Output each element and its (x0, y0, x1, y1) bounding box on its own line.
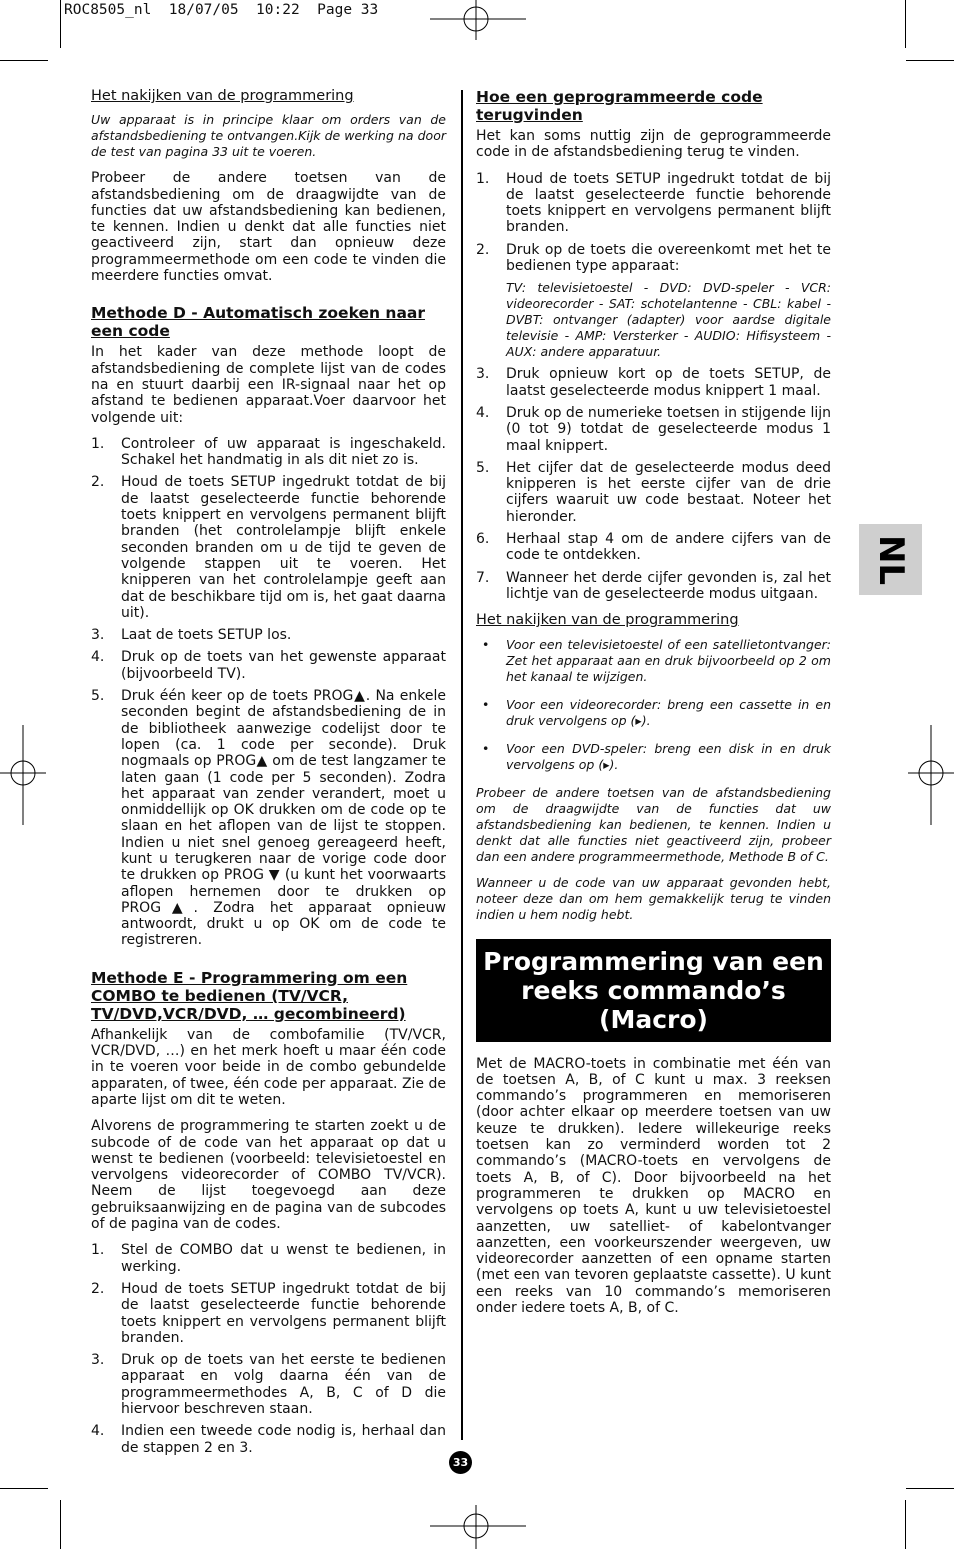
step-number: 2. (91, 1280, 105, 1297)
crop-mark (905, 1500, 906, 1549)
crop-mark (906, 60, 954, 61)
step-text: Laat de toets SETUP los. (121, 627, 292, 644)
list-item (476, 531, 831, 564)
step-number: 3. (91, 1352, 105, 1369)
paragraph: Het kan soms nuttig zijn de geprogrammeerde code in de afstandsbediening terug te vinden. (476, 128, 831, 161)
paragraph: Met de MACRO-toets in combinatie met één van de toetsen A, B, of C kunt u max. 3 reeksen commando’s programmeren en memoriseren (door achter elkaar op meerdere toetsen van uw keuze te drukken). Iedere willekeurige reeks toetsen kan zo verminderd worden tot 2 commando’s (MACRO-toets en vervolgens de toets A, B, of C). Door bijvoorbeeld na het programmeren te drukken op MACRO en vervolgens op toets A, kunt u uw televisietoestel aanzetten, uw satelliet- of kabelontvanger aanzetten, een voorkeurszender weergeven, uw videorecorder aanzetten of een opname starten (met een van tevoren geplaatste cassette). U kunt een reeks van 10 commando’s memoriseren onder iedere toets A, B, of C. (476, 1055, 831, 1316)
column-divider (461, 90, 463, 1440)
step-text: Druk één keer op de toets PROG▲. Na enkele seconden begint de afstandsbediening de in de bibliotheek aanwezige codelijst door te lopen (ca. 1 code per seconde). Druk nogmaals op PROG▲ om de test langzamer te laten gaan (1 code per 5 seconden). Zodra het apparaat van zender verandert, moet u onmiddellijk op OK drukken om de code op te slaan en het aflopen van de lijst te stoppen. Indien u niet snel genoeg gereageerd heeft, kunt u terugkeren naar de vorige code door te drukken op PROG ▼ (u kunt het voorwaarts aflopen hernemen door te drukken op PROG▲. Zodra het apparaat opnieuw antwoordt, drukt u op OK om de code te registreren. (121, 688, 446, 949)
step-text: Herhaal stap 4 om de andere cijfers van de code te ontdekken. (506, 531, 831, 564)
step-text: Stel de COMBO dat u wenst te bedienen, in werking. (121, 1242, 446, 1275)
bullet-text: Voor een televisietoestel of een satellietontvanger: Zet het apparaat aan en druk bijvoorbeeld op 2 om het kanaal te wijzigen. (506, 636, 831, 684)
registration-mark-left (0, 725, 46, 825)
step-text: Druk opnieuw kort op de toets SETUP, de laatst geselecteerde modus knippert 1 maal. (506, 366, 831, 399)
list-item (91, 1352, 446, 1417)
step-number: 4. (91, 1423, 105, 1440)
step-text: Houd de toets SETUP ingedrukt totdat de bij de laatst geselecteerde functie behorende toets knippert en vervolgens permanent blijft branden. (121, 1280, 446, 1346)
list-item (476, 460, 831, 525)
registration-mark-top (430, 0, 530, 40)
device-type-note: TV: televisietoestel - DVD: DVD-speler - VCR: videorecorder - SAT: schotelantenne - CBL: kabel - DVBT: ontvanger (adapter) voor aardse digitale televisie - AMP: Versterker - AUDIO: Hifisysteem - AUX: andere apparatuur. (506, 280, 831, 360)
page-number: 33 (449, 1451, 472, 1474)
paragraph: In het kader van deze methode loopt de afstandsbediening de complete lijst van de codes na en stuurt daarbij een IR-signaal naar het op afstand te bedienen apparaat.Voer daarvoor het volgende uit: (91, 344, 446, 426)
list-item (91, 627, 446, 643)
list-item (476, 366, 831, 399)
list-item (476, 570, 831, 603)
step-text: Houd de toets SETUP ingedrukt totdat de bij de laatst geselecteerde functie behorende toets knippert en vervolgens permanent blijft branden (het controlelampje blijft enkele seconden branden om u de tijd te geven de volgende stappen uit te voeren. Het knipperen van het controlelampje geeft aan dat de beschikbare tijd om is, het gaat daarna uit). (121, 474, 446, 621)
paragraph: Probeer de andere toetsen van de afstandsbediening om de draagwijdte van de functies dat uw afstandsbediening kan bedienen, te kennen. Indien u denkt dat alle functies niet geactiveerd zijn, start dan opnieuw deze programmeermethode om een code te vinden die meerdere functies omvat. (91, 170, 446, 285)
list-item (91, 474, 446, 621)
left-column (91, 88, 446, 1466)
crop-mark (0, 60, 48, 61)
code-retrieval-steps (476, 171, 831, 603)
bullet-text: Voor een DVD-speler: breng een disk in en druk vervolgens op (▸). (506, 740, 831, 772)
print-slug: ROC8505_nl 18/07/05 10:22 Page 33 (64, 2, 379, 18)
step-text: Druk op de numerieke toetsen in stijgende lijn (0 tot 9) totdat de geselecteerde modus 1 maal knippert. (506, 404, 831, 454)
section-heading: Hoe een geprogrammeerde code terugvinden (476, 88, 763, 124)
crop-mark (0, 1488, 48, 1489)
crop-mark (906, 1488, 954, 1489)
language-tab (859, 524, 922, 595)
section-heading: Het nakijken van de programmering (91, 88, 354, 104)
method-d-heading: Methode D - Automatisch zoeken naar een code (91, 304, 426, 341)
list-item (91, 436, 446, 469)
step-number: 5. (91, 688, 105, 705)
method-e-steps (91, 1242, 446, 1456)
step-text: Houd de toets SETUP ingedrukt totdat de bij de laatst geselecteerde functie behorende toets knippert en vervolgens permanent blijft branden. (506, 170, 831, 236)
step-text: Wanneer het derde cijfer gevonden is, zal het lichtje van de geselecteerde modus uitgaan. (506, 569, 831, 602)
step-text: Druk op de toets die overeenkomt met het te bedienen type apparaat: (506, 241, 831, 275)
step-number: 3. (91, 627, 105, 644)
step-number: 3. (476, 366, 490, 383)
right-column (476, 88, 831, 1326)
crop-mark (60, 0, 61, 48)
step-text: Druk op de toets van het eerste te bedienen apparaat en volg daarna één van de programmeermethodes A, B, C of D die hiervoor beschreven staan. (121, 1352, 446, 1417)
crop-mark (60, 1500, 61, 1549)
list-item: • Voor een televisietoestel of een satellietontvanger: Zet het apparaat aan en druk bijvoorbeeld op 2 om het kanaal te wijzigen. (482, 636, 831, 684)
step-number: 1. (476, 170, 490, 187)
step-number: 4. (476, 404, 490, 421)
list-item (91, 1423, 446, 1456)
step-text: Controleer of uw apparaat is ingeschakeld. Schakel het handmatig in als dit niet zo is. (121, 435, 446, 469)
step-number: 7. (476, 569, 490, 586)
check-bullets (476, 637, 831, 773)
step-number: 1. (91, 1242, 105, 1259)
list-item: • Voor een DVD-speler: breng een disk in en druk vervolgens op (▸). (482, 740, 831, 772)
step-text: Druk op de toets van het gewenste apparaat (bijvoorbeeld TV). (121, 649, 446, 682)
list-item (91, 688, 446, 949)
list-item (476, 242, 831, 361)
step-number: 2. (476, 241, 490, 258)
crop-mark (905, 0, 906, 48)
step-text: Indien een tweede code nodig is, herhaal dan de stappen 2 en 3. (121, 1423, 446, 1456)
italic-note: Probeer de andere toetsen van de afstandsbediening om de draagwijdte van de functies dat uw afstandsbediening kan bedienen, te kennen. Indien u denkt dat alle functies niet geactiveerd zijn, probeer dan een andere programmeermethode, Methode B of C. (476, 784, 831, 864)
list-item: • Voor een videorecorder: breng een cassette in en druk vervolgens op (▸). (482, 696, 831, 728)
method-d-steps (91, 436, 446, 949)
step-text: Het cijfer dat de geselecteerde modus deed knipperen is het eerste cijfer van de drie cijfers waaruit uw code bestaat. Noteer het hieronder. (506, 459, 831, 525)
step-number: 1. (91, 435, 105, 452)
list-item (476, 405, 831, 454)
list-item (91, 649, 446, 682)
registration-mark-right (908, 725, 954, 825)
macro-title-banner: Programmering van een reeks commando’s (Macro) (476, 939, 831, 1042)
list-item (476, 171, 831, 236)
list-item (91, 1281, 446, 1346)
step-number: 5. (476, 459, 490, 476)
language-tab-label: NL (870, 534, 911, 585)
italic-note: Uw apparaat is in principe klaar om orders van de afstandsbediening te ontvangen.Kijk de werking na door de test van pagina 33 uit te voeren. (91, 112, 446, 160)
paragraph: Afhankelijk van de combofamilie (TV/VCR, VCR/DVD, …) en het merk hoeft u maar één code in te voeren voor beide in de combo gebundelde apparaten, of twee, één code per apparaat. Zie de aparte lijst om dit te weten. (91, 1026, 446, 1108)
step-number: 2. (91, 474, 105, 491)
list-item (91, 1242, 446, 1275)
italic-note: Wanneer u de code van uw apparaat gevonden hebt, noteer deze dan om hem gemakkelijk terug te vinden indien u hem nodig hebt. (476, 874, 831, 922)
step-number: 4. (91, 649, 105, 666)
step-number: 6. (476, 531, 490, 548)
bullet-text: Voor een videorecorder: breng een cassette in en druk vervolgens op (▸). (506, 696, 831, 728)
paragraph: Alvorens de programmering te starten zoekt u de subcode of de code van het apparaat op dat u wenst te bedienen (voorbeeld: televisietoestel en vervolgens videorecorder of COMBO TV/VCR). Neem de lijst toegevoegd aan deze gebruiksaanwijzing en de pagina van de subcodes of de pagina van de codes. (91, 1118, 446, 1233)
section-heading: Het nakijken van de programmering (476, 612, 739, 629)
registration-mark-bottom (430, 1505, 530, 1549)
method-e-heading: Methode E - Programmering om een COMBO te bedienen (TV/VCR, TV/DVD,VCR/DVD, … gecombineerd) (91, 968, 408, 1023)
